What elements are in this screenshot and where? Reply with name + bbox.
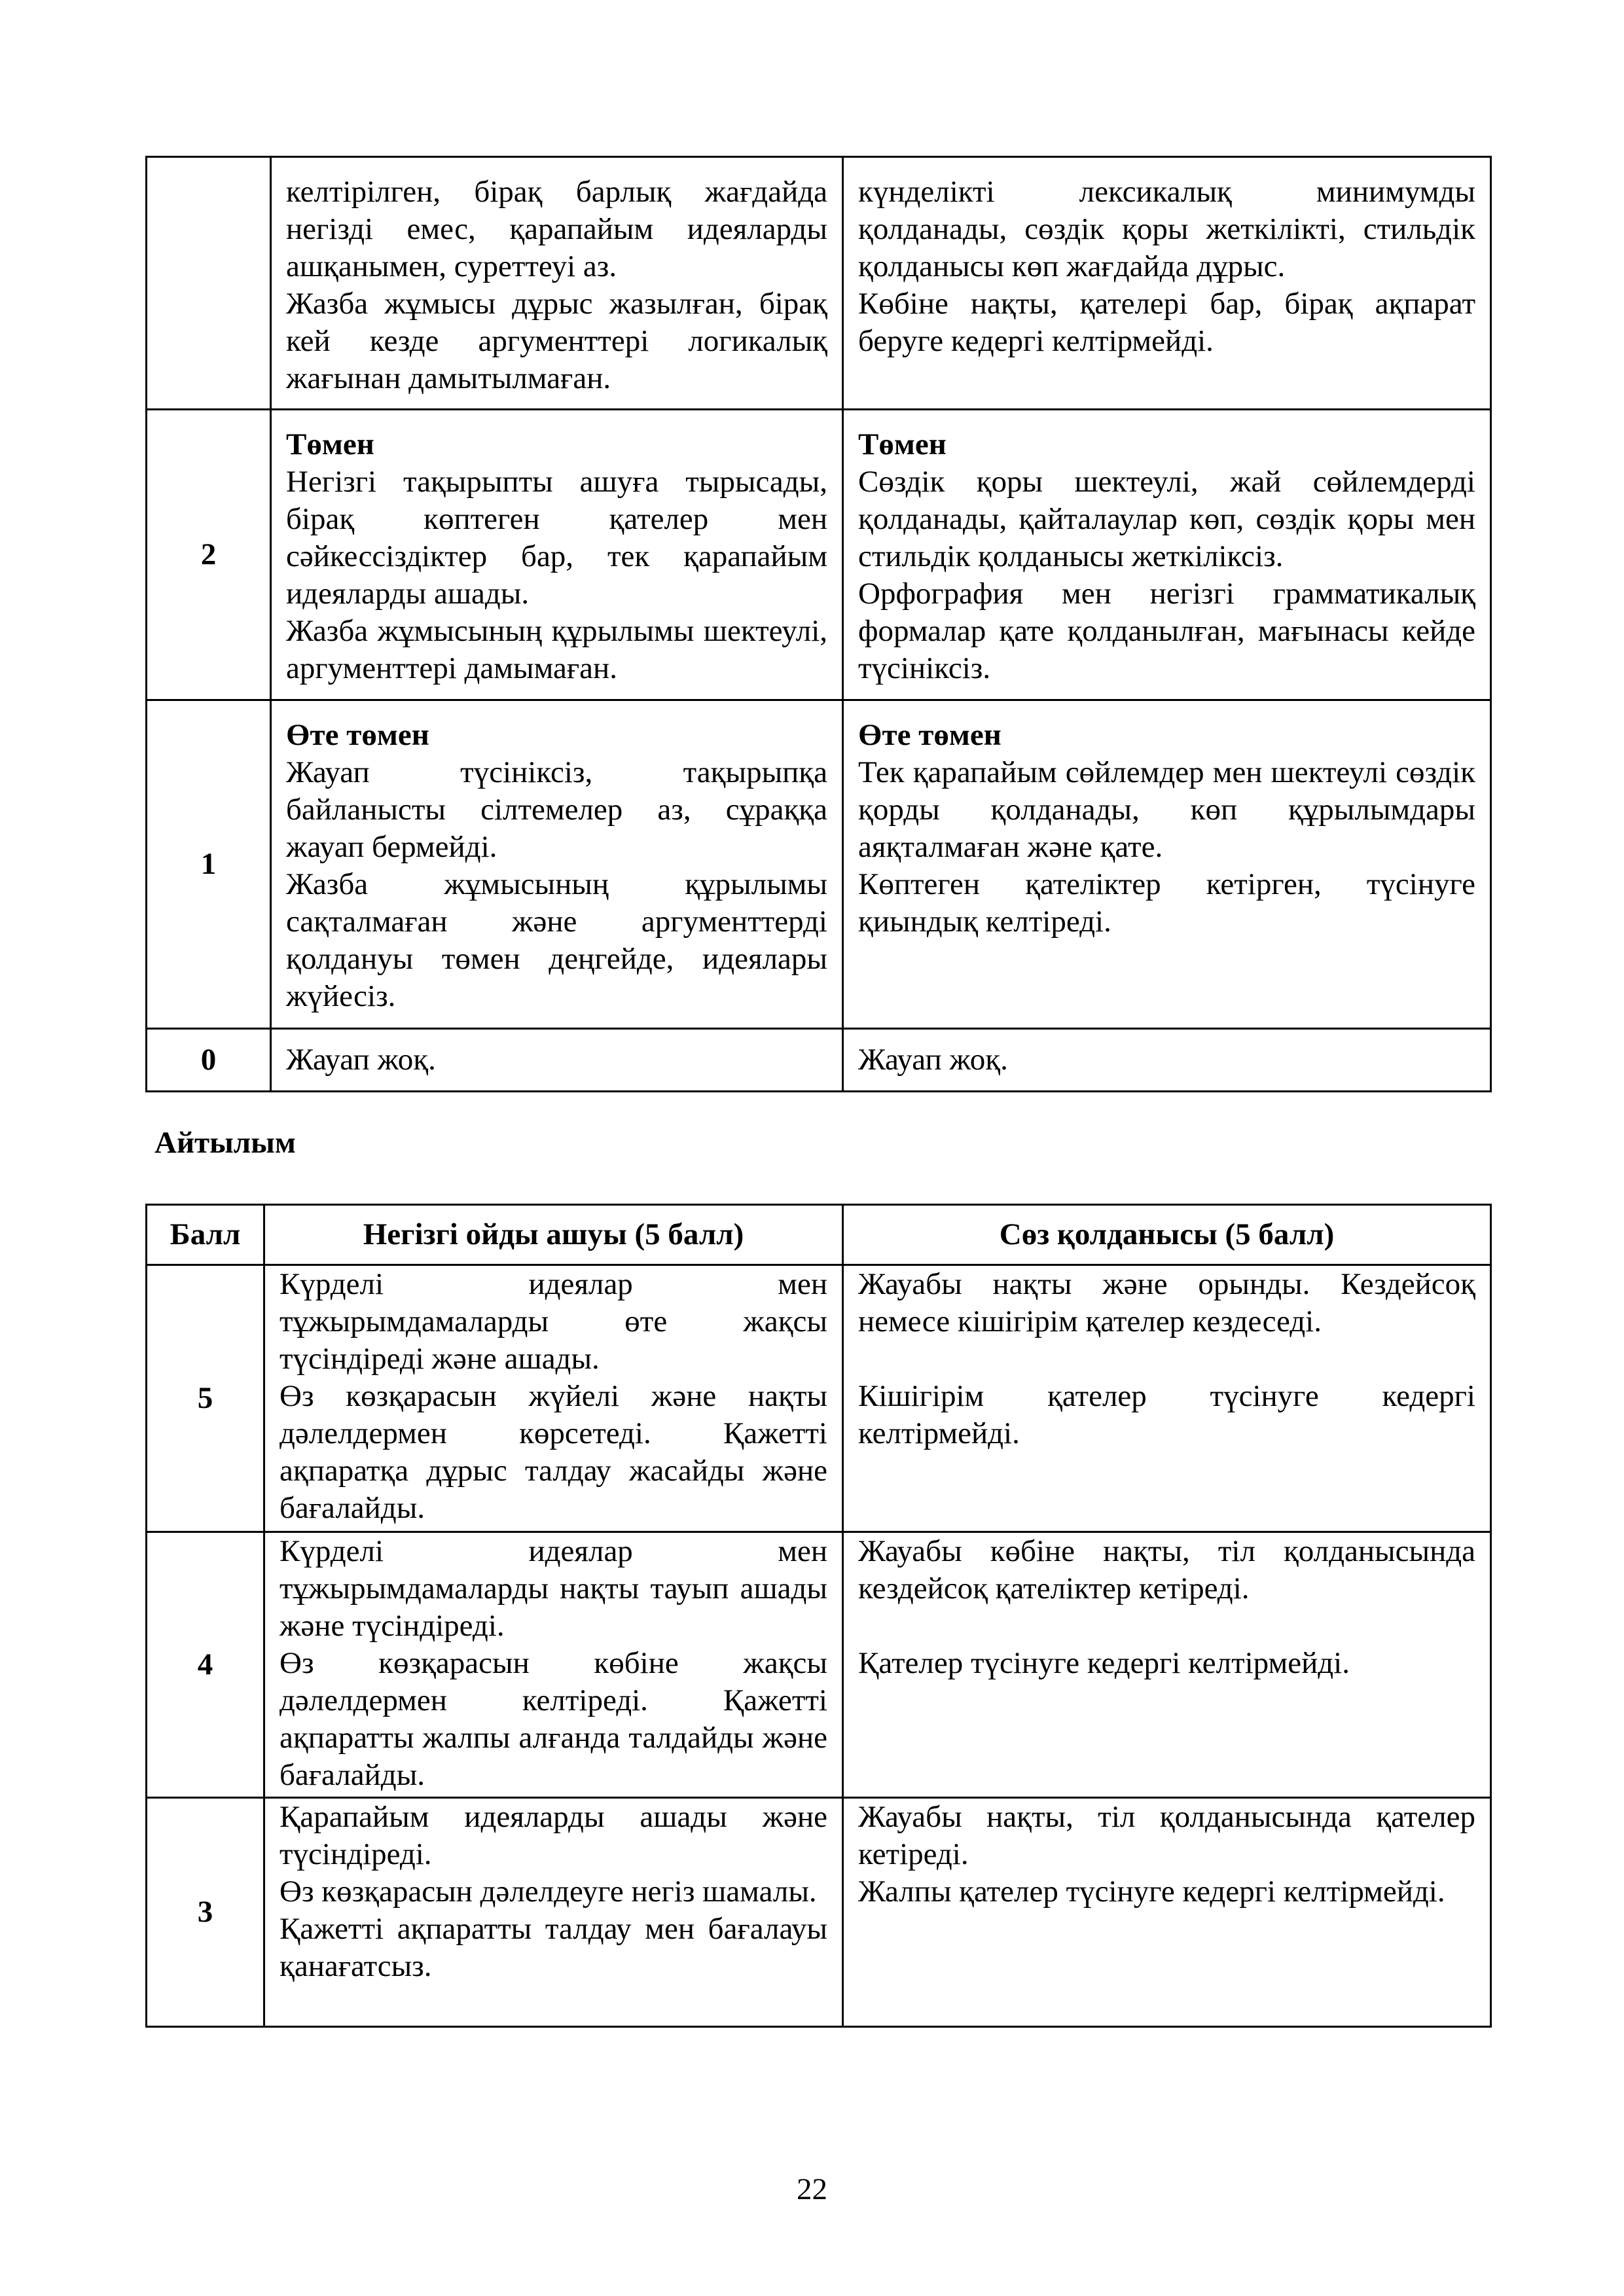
column-header: Негізгі ойды ашуы (5 балл) <box>264 1205 843 1265</box>
ideas-paragraph: Жазба жұмысының құрылымы шектеулі, аргументтері дамымаған. <box>286 614 827 685</box>
ideas-cell <box>271 410 843 700</box>
score-cell: 4 <box>147 1532 264 1798</box>
language-cell <box>843 1265 1491 1532</box>
section-title: Айтылым <box>154 1126 296 1160</box>
language-paragraph: Қателер түсінуге кедергі келтірмейді. <box>858 1646 1350 1680</box>
language-paragraph: Орфография мен негізгі грамматикалық формалар қате қолданылған, мағынасы кейде түсініксіз. <box>858 577 1475 685</box>
score-cell: 1 <box>147 700 271 1029</box>
language-paragraph: Жалпы қателер түсінуге кедергі келтірмейді. <box>858 1874 1445 1909</box>
ideas-cell <box>264 1798 843 2027</box>
column-header: Балл <box>147 1205 264 1265</box>
ideas-paragraph: Күрделі идеялар мен тұжырымдамаларды нақты тауып ашады және түсіндіреді. <box>280 1534 827 1643</box>
ideas-paragraph: Негізгі тақырыпты ашуға тырысады, бірақ көптеген қателер мен сәйкессіздіктер бар, тек қарапайым идеяларды ашады. <box>286 465 827 611</box>
ideas-paragraph: келтірілген, бірақ барлық жағдайда негізді емес, қарапайым идеяларды ашқанымен, суреттеуі аз. <box>286 175 827 283</box>
language-cell <box>843 1029 1491 1092</box>
ideas-paragraph: Жауап түсініксіз, тақырыпқа байланысты сілтемелер аз, сұраққа жауап бермейді. <box>286 755 827 864</box>
language-paragraph: Кішігірім қателер түсінуге кедергі келтірмейді. <box>858 1379 1475 1450</box>
language-cell <box>843 1532 1491 1798</box>
language-paragraph: Көптеген қателіктер кетірген, түсінуге қиындық келтіреді. <box>858 867 1475 939</box>
ideas-paragraph: Өз көзқарасын дәлелдеуге негіз шамалы. <box>280 1874 817 1909</box>
speaking-rubric-table <box>145 1204 1492 2028</box>
column-header: Сөз қолданысы (5 балл) <box>843 1205 1491 1265</box>
page-number: 22 <box>797 2172 827 2206</box>
table-row <box>147 700 1491 1029</box>
ideas-paragraph: Өз көзқарасын жүйелі және нақты дәлелдермен көрсетеді. Қажетті ақпаратқа дұрыс талдау жасайды және бағалайды. <box>280 1379 827 1525</box>
score-cell: 2 <box>147 410 271 700</box>
level-label: Өте төмен <box>858 718 1001 752</box>
ideas-paragraph: Жазба жұмысы дұрыс жазылған, бірақ кей кезде аргументтері логикалық жағынан дамытылмаған. <box>286 287 827 395</box>
level-label: Өте төмен <box>286 718 429 752</box>
table-row <box>147 157 1491 410</box>
language-cell <box>843 1798 1491 2027</box>
table-row <box>147 1029 1491 1092</box>
ideas-cell <box>271 1029 843 1092</box>
language-paragraph: Жауап жоқ. <box>858 1043 1008 1077</box>
table-row <box>147 410 1491 700</box>
ideas-cell <box>271 157 843 410</box>
ideas-cell <box>264 1532 843 1798</box>
ideas-paragraph: Жазба жұмысының құрылымы сақталмаған және аргументтерді қолдануы төмен деңгейде, идеялары жүйесіз. <box>286 867 827 1013</box>
language-paragraph: Көбіне нақты, қателері бар, бірақ ақпарат беруге кедергі келтірмейді. <box>858 287 1475 358</box>
score-cell: 5 <box>147 1265 264 1532</box>
language-paragraph: Тек қарапайым сөйлемдер мен шектеулі сөздік қорды қолданады, көп құрылымдары аяқталмаған және қате. <box>858 755 1475 864</box>
score-cell: 3 <box>147 1798 264 2027</box>
score-cell <box>147 157 271 410</box>
table-row <box>147 1532 1491 1798</box>
language-paragraph: Жауабы нақты, тіл қолданысында қателер кетіреді. <box>858 1800 1475 1871</box>
table-row <box>147 1798 1491 2027</box>
language-paragraph: Жауабы нақты және орынды. Кездейсоқ немесе кішігірім қателер кездеседі. <box>858 1267 1475 1338</box>
ideas-cell <box>264 1265 843 1532</box>
language-paragraph: Жауабы көбіне нақты, тіл қолданысында кездейсоқ қателіктер кетіреді. <box>858 1534 1475 1605</box>
level-label: Төмен <box>858 427 947 461</box>
ideas-paragraph: Қажетті ақпаратты талдау мен бағалауы қанағатсыз. <box>280 1912 827 1983</box>
ideas-cell <box>271 700 843 1029</box>
language-cell <box>843 157 1491 410</box>
level-label: Төмен <box>286 427 374 461</box>
language-cell <box>843 700 1491 1029</box>
ideas-paragraph: Өз көзқарасын көбіне жақсы дәлелдермен келтіреді. Қажетті ақпаратты жалпы алғанда талдайды және бағалайды. <box>280 1646 827 1792</box>
language-paragraph: күнделікті лексикалық минимумды қолданады, сөздік қоры жеткілікті, стильдік қолданысы көп жағдайда дұрыс. <box>858 175 1475 283</box>
table-header-row <box>147 1205 1491 1265</box>
score-cell: 0 <box>147 1029 271 1092</box>
writing-rubric-table <box>145 156 1492 1092</box>
language-cell <box>843 410 1491 700</box>
table-row <box>147 1265 1491 1532</box>
ideas-paragraph: Қарапайым идеяларды ашады және түсіндіреді. <box>280 1800 827 1871</box>
ideas-paragraph: Жауап жоқ. <box>286 1043 436 1077</box>
language-paragraph: Сөздік қоры шектеулі, жай сөйлемдерді қолданады, қайталаулар көп, сөздік қоры мен стильдік қолданысы жеткіліксіз. <box>858 465 1475 573</box>
ideas-paragraph: Күрделі идеялар мен тұжырымдамаларды өте жақсы түсіндіреді және ашады. <box>280 1267 827 1376</box>
